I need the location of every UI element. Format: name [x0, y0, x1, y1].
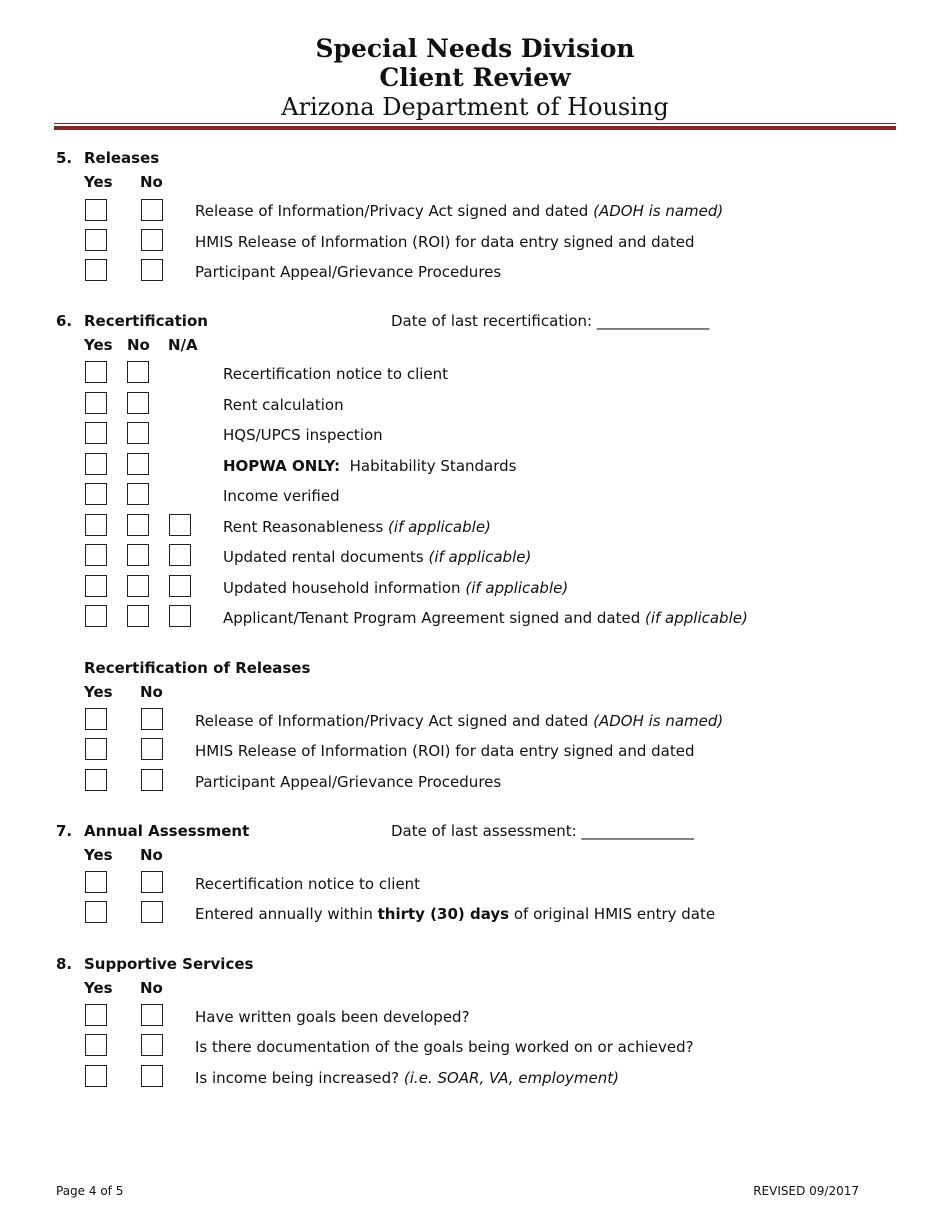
checkbox-no[interactable] [127, 483, 149, 505]
checkbox-no[interactable] [127, 605, 149, 627]
checkbox-yes[interactable] [85, 575, 107, 597]
item-label: Participant Appeal/Grievance Procedures [195, 263, 502, 281]
item-label: Release of Information/Privacy Act signed and dated (ADOH is named) [195, 712, 724, 730]
item-label: Release of Information/Privacy Act signed and dated (ADOH is named) [195, 202, 724, 220]
checkbox-no[interactable] [141, 1004, 163, 1026]
item-label: Updated rental documents (if applicable) [223, 548, 532, 566]
checkbox-no[interactable] [127, 575, 149, 597]
item-label: Have written goals been developed? [195, 1008, 470, 1026]
checkbox-no[interactable] [141, 199, 163, 221]
col-yes-label: Yes [84, 846, 113, 864]
doc-title-review: Client Review [379, 63, 571, 92]
col-no-label: No [140, 979, 163, 997]
checkbox-no[interactable] [141, 901, 163, 923]
checkbox-yes[interactable] [85, 1065, 107, 1087]
recertification-date-field[interactable]: Date of last recertification: _______________ [391, 312, 710, 330]
item-label: Income verified [223, 487, 340, 505]
item-label: HQS/UPCS inspection [223, 426, 383, 444]
checkbox-yes[interactable] [85, 901, 107, 923]
item-label: Is income being increased? (i.e. SOAR, VA, employment) [195, 1069, 619, 1087]
checkbox-yes[interactable] [85, 422, 107, 444]
item-label: HMIS Release of Information (ROI) for data entry signed and dated [195, 233, 695, 251]
checkbox-no[interactable] [141, 1034, 163, 1056]
checkbox-no[interactable] [127, 453, 149, 475]
checkbox-no[interactable] [127, 544, 149, 566]
item-label: Applicant/Tenant Program Agreement signed and dated (if applicable) [223, 609, 748, 627]
checkbox-yes[interactable] [85, 605, 107, 627]
col-no-label: No [140, 846, 163, 864]
item-label: Entered annually within thirty (30) days of original HMIS entry date [195, 905, 716, 923]
checkbox-no[interactable] [141, 1065, 163, 1087]
checkbox-na[interactable] [169, 605, 191, 627]
doc-title-division: Special Needs Division [315, 34, 635, 63]
col-no-label: No [140, 683, 163, 701]
col-no-label: No [127, 336, 150, 354]
checkbox-no[interactable] [141, 769, 163, 791]
doc-title-department: Arizona Department of Housing [281, 93, 669, 121]
item-label: Updated household information (if applicable) [223, 579, 569, 597]
item-label: HMIS Release of Information (ROI) for data entry signed and dated [195, 742, 695, 760]
col-yes-label: Yes [84, 336, 113, 354]
checkbox-yes[interactable] [85, 392, 107, 414]
page-number: Page 4 of 5 [56, 1184, 124, 1198]
checkbox-yes[interactable] [85, 453, 107, 475]
checkbox-no[interactable] [141, 708, 163, 730]
checkbox-na[interactable] [169, 575, 191, 597]
col-yes-label: Yes [84, 979, 113, 997]
revision-date: REVISED 09/2017 [753, 1184, 859, 1198]
item-label: Recertification notice to client [195, 875, 421, 893]
checkbox-yes[interactable] [85, 871, 107, 893]
checkbox-yes[interactable] [85, 259, 107, 281]
item-label: Rent Reasonableness (if applicable) [223, 518, 491, 536]
checkbox-no[interactable] [127, 392, 149, 414]
checkbox-na[interactable] [169, 514, 191, 536]
checkbox-na[interactable] [169, 544, 191, 566]
checkbox-yes[interactable] [85, 514, 107, 536]
checkbox-yes[interactable] [85, 544, 107, 566]
item-label: Participant Appeal/Grievance Procedures [195, 773, 502, 791]
col-yes-label: Yes [84, 173, 113, 191]
section-number: 5. [56, 149, 73, 167]
checkbox-no[interactable] [141, 871, 163, 893]
header-rule-thin [54, 123, 896, 124]
checkbox-no[interactable] [141, 229, 163, 251]
subsection-title-recert-releases: Recertification of Releases [84, 659, 311, 677]
section-number: 8. [56, 955, 73, 973]
col-no-label: No [140, 173, 163, 191]
item-label: HOPWA ONLY: Habitability Standards [223, 457, 517, 475]
assessment-date-field[interactable]: Date of last assessment: _______________ [391, 822, 694, 840]
section-number: 7. [56, 822, 73, 840]
col-yes-label: Yes [84, 683, 113, 701]
section-title-recertification: Recertification [84, 312, 208, 330]
col-na-label: N/A [168, 336, 198, 354]
checkbox-yes[interactable] [85, 738, 107, 760]
checkbox-yes[interactable] [85, 483, 107, 505]
section-title-supportive-services: Supportive Services [84, 955, 254, 973]
checkbox-no[interactable] [127, 422, 149, 444]
checkbox-no[interactable] [141, 259, 163, 281]
checkbox-yes[interactable] [85, 1034, 107, 1056]
checkbox-no[interactable] [127, 514, 149, 536]
item-label: Rent calculation [223, 396, 344, 414]
section-title-annual-assessment: Annual Assessment [84, 822, 250, 840]
item-label: Is there documentation of the goals being worked on or achieved? [195, 1038, 694, 1056]
section-title-releases: Releases [84, 149, 160, 167]
item-label: Recertification notice to client [223, 365, 449, 383]
checkbox-no[interactable] [141, 738, 163, 760]
checkbox-yes[interactable] [85, 361, 107, 383]
checkbox-yes[interactable] [85, 1004, 107, 1026]
header-rule-thick [54, 126, 896, 130]
checkbox-yes[interactable] [85, 199, 107, 221]
checkbox-yes[interactable] [85, 229, 107, 251]
checkbox-no[interactable] [127, 361, 149, 383]
checkbox-yes[interactable] [85, 769, 107, 791]
section-number: 6. [56, 312, 73, 330]
checkbox-yes[interactable] [85, 708, 107, 730]
